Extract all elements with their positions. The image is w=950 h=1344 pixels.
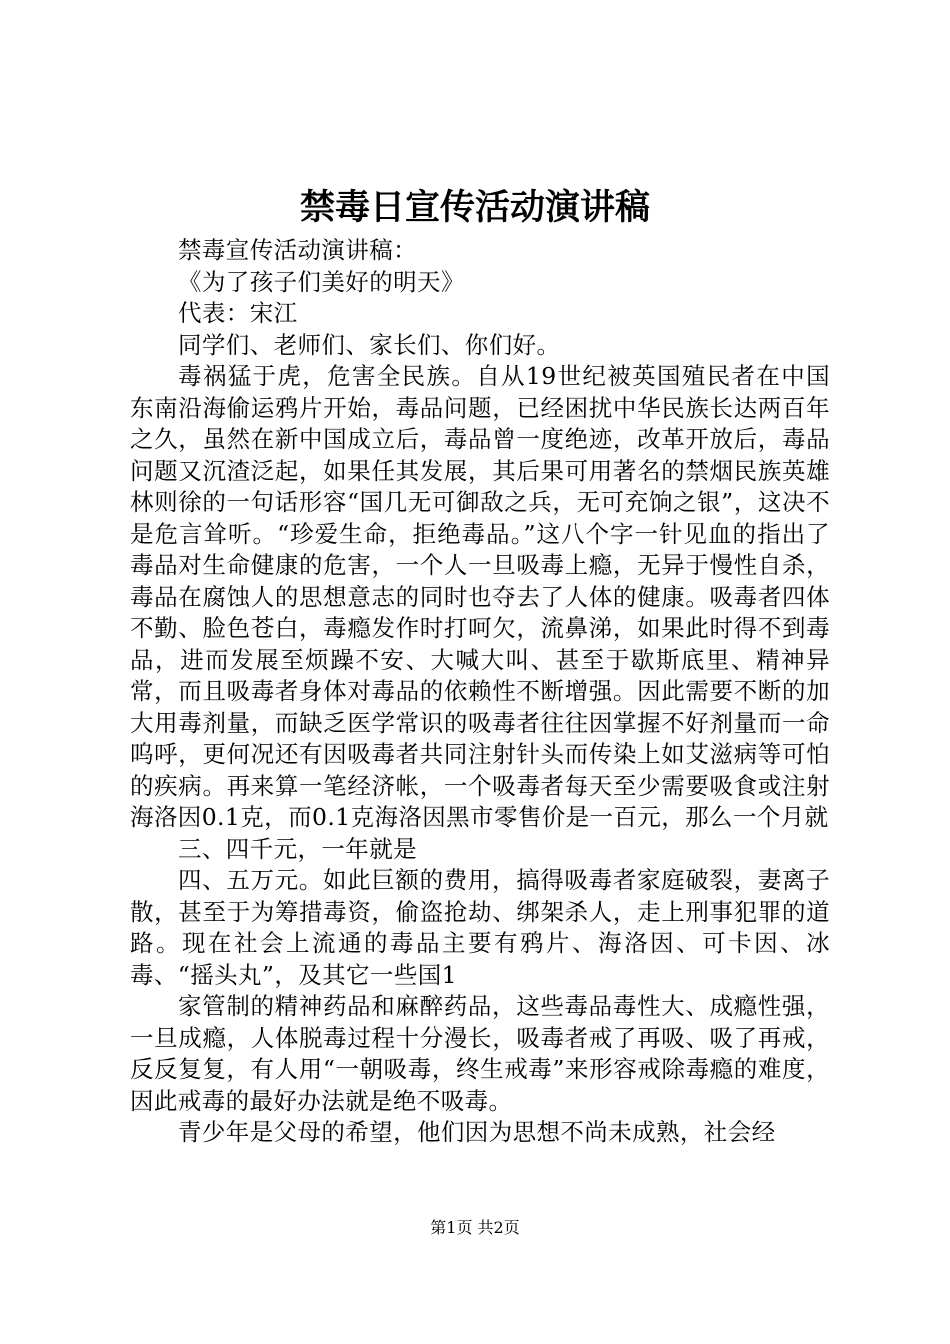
document-body [130,235,830,1149]
paragraph-heading-label: 禁毒宣传活动演讲稿： [178,236,417,264]
paragraph-body: 家管制的精神药品和麻醉药品，这些毒品毒性大、成瘾性强，一旦成瘾，人体脱毒过程十分漫长，吸毒者戒了再吸、吸了再戒，反反复复，有人用“一朝吸毒，终生戒毒”来形容戒除毒瘾的难度，因此戒毒的最好办法就是绝不吸毒。 [130,992,830,1115]
paragraph-greeting: 同学们、老师们、家长们、你们好。 [178,330,561,359]
paragraph-body: 三、四千元，一年就是 [178,834,417,863]
paragraph-speaker: 代表：宋江 [178,299,298,327]
page-indicator: 第1页 共2页 [430,1218,520,1237]
paragraph-body: 四、五万元。如此巨额的费用，搞得吸毒者家庭破裂，妻离子散，甚至于为筹措毒资，偷盗抢劫、绑架杀人，走上刑事犯罪的道路。现在社会上流通的毒品主要有鸦片、海洛因、可卡因、冰毒、“摇头丸”，及其它一些国1 [130,866,830,989]
page-footer [0,1217,950,1239]
paragraph-speech-title: 《为了孩子们美好的明天》 [178,267,465,296]
document-title: 禁毒日宣传活动演讲稿 [299,188,650,228]
paragraph-body: 青少年是父母的希望，他们因为思想不尚未成熟，社会经 [178,1118,776,1146]
paragraph-body: 毒祸猛于虎，危害全民族。自从19世纪被英国殖民者在中国东南沿海偷运鸦片开始，毒品问题，已经困扰中华民族长达两百年之久，虽然在新中国成立后，毒品曾一度绝迹，改革开放后，毒品问题又沉渣泛起，如果任其发展，其后果可用著名的禁烟民族英雄林则徐的一句话形容“国几无可御敌之兵，无可充饷之银”，这决不是危言耸听。“珍爱生命，拒绝毒品。”这八个字一针见血的指出了毒品对生命健康的危害，一个人一旦吸毒上瘾，无异于慢性自杀，毒品在腐蚀人的思想意志的同时也夺去了人体的健康。吸毒者四体不勤、脸色苍白，毒瘾发作时打呵欠，流鼻涕，如果此时得不到毒品，进而发展至烦躁不安、大喊大叫、甚至于歇斯底里、精神异常，而且吸毒者身体对毒品的依赖性不断增强。因此需要不断的加大用毒剂量，而缺乏医学常识的吸毒者往往因掌握不好剂量而一命呜呼，更何况还有因吸毒者共同注射针头而传染上如艾滋病等可怕的疾病。再来算一笔经济帐，一个吸毒者每天至少需要吸食或注射海洛因0.1克，而0.1克海洛因黑市零售价是一百元，那么一个月就 [130,362,830,831]
